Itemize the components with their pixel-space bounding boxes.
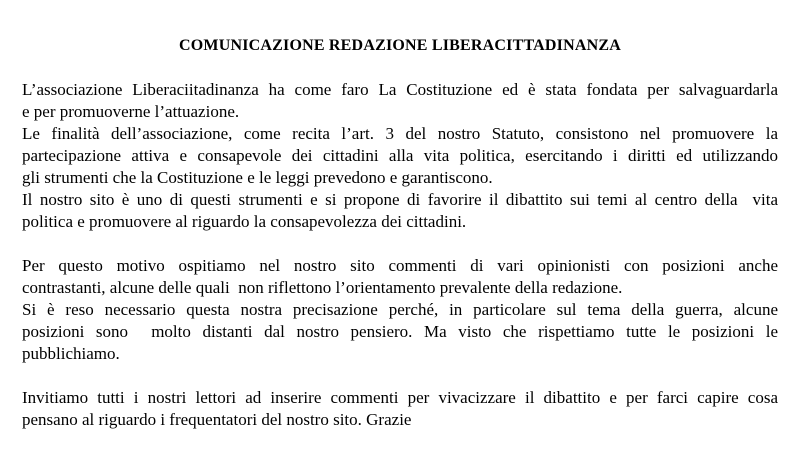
text-line: partecipazione attiva e consapevole dei cittadini alla vita politica, esercitando i diritti ed utilizzando xyxy=(22,146,778,165)
text-line: Per questo motivo ospitiamo nel nostro sito commenti di vari opinionisti con posizioni anche xyxy=(22,256,778,275)
text-line: Si è reso necessario questa nostra precisazione perché, in particolare sul tema della guerra, alcune xyxy=(22,300,778,319)
document-title: COMUNICAZIONE REDAZIONE LIBERACITTADINANZA xyxy=(179,37,621,54)
text-line: Le finalità dell’associazione, come recita l’art. 3 del nostro Statuto, consistono nel promuovere la xyxy=(22,124,778,143)
text-line: pensano al riguardo i frequentatori del nostro sito. Grazie xyxy=(22,410,412,429)
text-line: L’associazione Liberaciitadinanza ha come faro La Costituzione ed è stata fondata per salvaguardarla xyxy=(22,80,778,99)
document-body xyxy=(0,79,800,431)
text-line: e per promuoverne l’attuazione. xyxy=(22,102,240,121)
text-line: politica e promuovere al riguardo la consapevolezza dei cittadini. xyxy=(22,212,467,231)
text-line: Invitiamo tutti i nostri lettori ad inserire commenti per vivacizzare il dibattito e per farci capire cosa xyxy=(22,388,778,407)
text-line: gli strumenti che la Costituzione e le leggi prevedono e garantiscono. xyxy=(22,168,493,187)
text-line: pubblichiamo. xyxy=(22,344,120,363)
text-line: Il nostro sito è uno di questi strumenti e si propone di favorire il dibattito sui temi al centro della vita xyxy=(22,190,778,209)
paragraph-block xyxy=(22,387,778,431)
text-line: contrastanti, alcune delle quali non riflettono l’orientamento prevalente della redazione. xyxy=(22,278,623,297)
paragraph-block xyxy=(22,255,778,365)
paragraph-block xyxy=(22,79,778,233)
text-line: posizioni sono molto distanti dal nostro pensiero. Ma visto che rispettiamo tutte le posizioni le xyxy=(22,322,778,341)
